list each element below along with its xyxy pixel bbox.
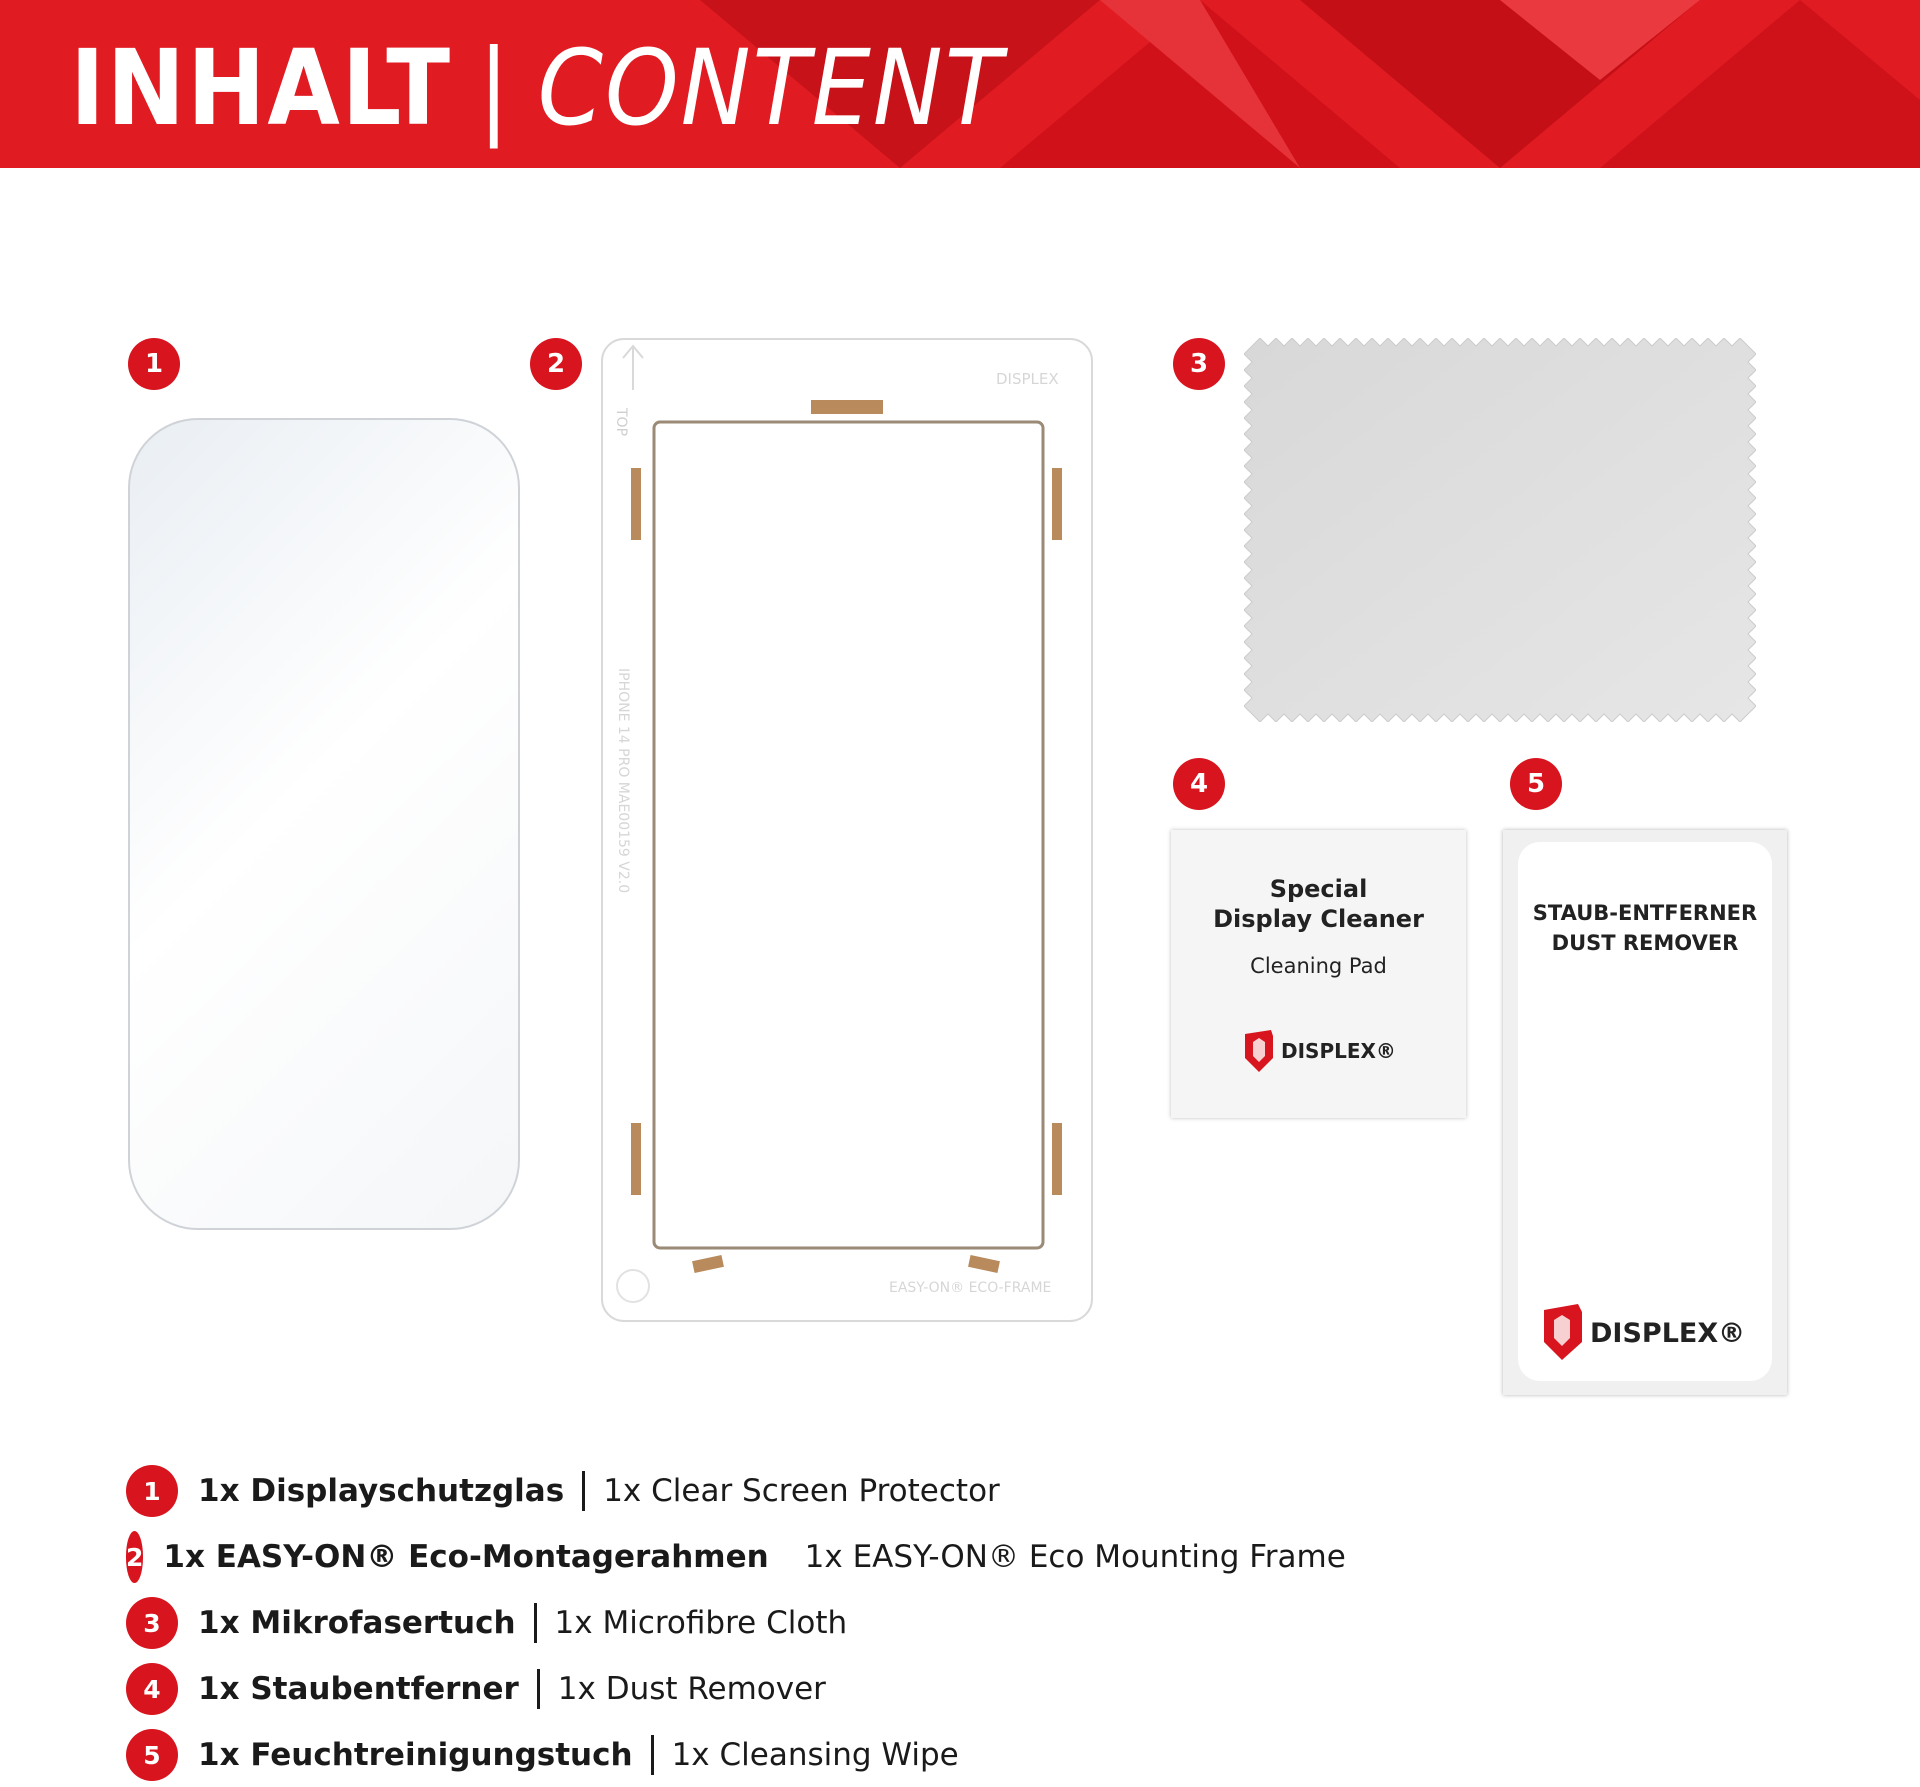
wipe-title — [1518, 898, 1772, 958]
frame-side-text: IPHONE 14 PRO MAE00159 V2.0 — [615, 668, 631, 894]
list-badge: 3 — [126, 1597, 178, 1649]
displex-logo — [1540, 1302, 1770, 1362]
mounting-frame-image — [601, 338, 1095, 1324]
list-item — [126, 1663, 1326, 1715]
display-cleaner-pad — [1171, 830, 1466, 1118]
list-item — [126, 1597, 1326, 1649]
wipe-logo-text: DISPLEX® — [1590, 1318, 1746, 1349]
list-badge: 4 — [126, 1663, 178, 1715]
wipe-title-line2: DUST REMOVER — [1551, 931, 1739, 955]
microfibre-cloth-image — [1244, 338, 1756, 722]
item-german: 1x Feuchtreinigungstuch — [198, 1737, 633, 1773]
pad-title — [1171, 874, 1466, 934]
displex-logo — [1241, 1028, 1411, 1074]
item-divider — [534, 1603, 537, 1643]
frame-brand: DISPLEX — [996, 370, 1059, 388]
wipe-inner — [1518, 842, 1772, 1381]
item-english: 1x EASY-ON® Eco Mounting Frame — [804, 1539, 1346, 1575]
item-divider — [582, 1471, 585, 1511]
list-item — [126, 1465, 1326, 1517]
item-german: 1x Staubentferner — [198, 1671, 519, 1707]
item-german: 1x Mikrofasertuch — [198, 1605, 516, 1641]
wipe-title-line1: STAUB-ENTFERNER — [1532, 901, 1758, 925]
title-german: INHALT — [70, 27, 453, 149]
pad-title-line1: Special — [1269, 875, 1368, 903]
badge-1: 1 — [128, 338, 180, 390]
title-english: CONTENT — [537, 27, 1004, 149]
item-english: 1x Dust Remover — [557, 1671, 826, 1707]
item-english: 1x Cleansing Wipe — [671, 1737, 959, 1773]
list-badge: 2 — [126, 1531, 143, 1583]
frame-bottom-text: EASY-ON® ECO-FRAME — [889, 1280, 1052, 1296]
badge-3: 3 — [1173, 338, 1225, 390]
pad-title-line2: Display Cleaner — [1213, 905, 1424, 933]
item-german: 1x Displayschutzglas — [198, 1473, 565, 1509]
item-divider — [537, 1669, 540, 1709]
title-separator: | — [478, 27, 512, 149]
header-banner — [0, 0, 1920, 168]
list-badge: 5 — [126, 1729, 178, 1781]
list-item — [126, 1531, 1346, 1583]
badge-2: 2 — [530, 338, 582, 390]
list-badge: 1 — [126, 1465, 178, 1517]
dust-remover-wipe — [1503, 830, 1787, 1395]
item-divider — [651, 1735, 654, 1775]
item-german: 1x EASY-ON® Eco-Montagerahmen — [163, 1539, 769, 1575]
list-item — [126, 1729, 1326, 1781]
pad-subtitle: Cleaning Pad — [1250, 954, 1387, 978]
badge-4: 4 — [1173, 758, 1225, 810]
screen-protector-image — [128, 418, 520, 1230]
frame-top-label: TOP — [613, 408, 629, 437]
item-english: 1x Microfibre Cloth — [554, 1605, 848, 1641]
item-english: 1x Clear Screen Protector — [603, 1473, 1000, 1509]
badge-5: 5 — [1510, 758, 1562, 810]
page-title — [70, 28, 1004, 148]
pad-logo-text: DISPLEX® — [1281, 1039, 1396, 1063]
